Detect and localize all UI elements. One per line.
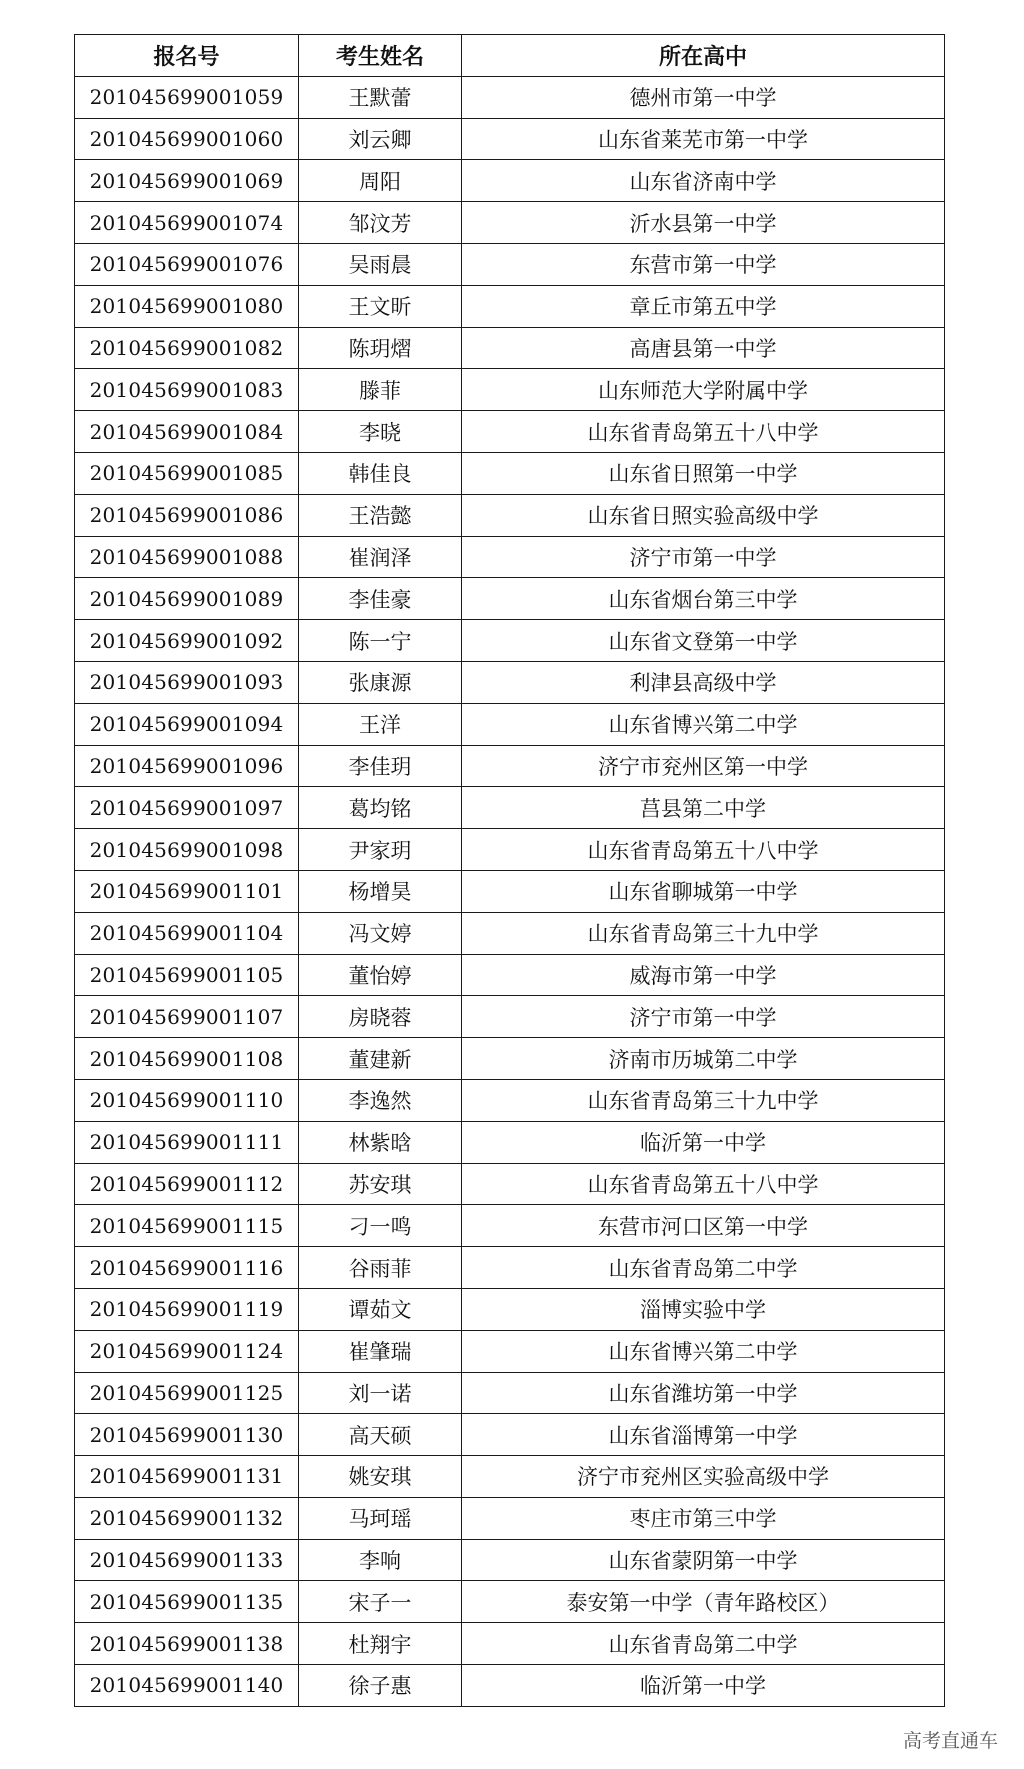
- high-school-cell: 利津县高级中学: [462, 661, 945, 703]
- table-body: [75, 76, 945, 1706]
- registration-number-cell: 201045699001130: [75, 1414, 299, 1456]
- registration-number-cell: 201045699001108: [75, 1038, 299, 1080]
- registration-number-cell: 201045699001088: [75, 536, 299, 578]
- candidate-name-cell: 宋子一: [299, 1581, 462, 1623]
- registration-number-cell: 201045699001093: [75, 661, 299, 703]
- table-row: [75, 1665, 945, 1707]
- candidate-name-cell: 滕菲: [299, 369, 462, 411]
- table-row: [75, 1079, 945, 1121]
- high-school-cell: 枣庄市第三中学: [462, 1497, 945, 1539]
- registration-number-cell: 201045699001116: [75, 1247, 299, 1289]
- high-school-cell: 山东省济南中学: [462, 160, 945, 202]
- table-row: [75, 1372, 945, 1414]
- candidate-name-cell: 刁一鸣: [299, 1205, 462, 1247]
- header-registration-number: 报名号: [75, 35, 299, 77]
- table-row: [75, 1330, 945, 1372]
- candidate-name-cell: 周阳: [299, 160, 462, 202]
- candidate-name-cell: 杨增昊: [299, 870, 462, 912]
- candidate-name-cell: 王默蕾: [299, 76, 462, 118]
- high-school-cell: 山东省烟台第三中学: [462, 578, 945, 620]
- table-row: [75, 1539, 945, 1581]
- table-row: [75, 996, 945, 1038]
- table-row: [75, 661, 945, 703]
- candidate-name-cell: 葛均铭: [299, 787, 462, 829]
- registration-number-cell: 201045699001092: [75, 620, 299, 662]
- high-school-cell: 济南市历城第二中学: [462, 1038, 945, 1080]
- high-school-cell: 山东省青岛第五十八中学: [462, 1163, 945, 1205]
- candidate-name-cell: 高天硕: [299, 1414, 462, 1456]
- registration-number-cell: 201045699001138: [75, 1623, 299, 1665]
- registration-number-cell: 201045699001060: [75, 118, 299, 160]
- registration-number-cell: 201045699001094: [75, 703, 299, 745]
- high-school-cell: 济宁市兖州区实验高级中学: [462, 1456, 945, 1498]
- high-school-cell: 山东省蒙阴第一中学: [462, 1539, 945, 1581]
- table-row: [75, 829, 945, 871]
- candidate-name-cell: 韩佳良: [299, 452, 462, 494]
- registration-number-cell: 201045699001104: [75, 912, 299, 954]
- table-row: [75, 411, 945, 453]
- high-school-cell: 山东省莱芜市第一中学: [462, 118, 945, 160]
- registration-number-cell: 201045699001083: [75, 369, 299, 411]
- table-row: [75, 327, 945, 369]
- high-school-cell: 山东省青岛第五十八中学: [462, 829, 945, 871]
- registration-number-cell: 201045699001119: [75, 1288, 299, 1330]
- candidate-name-cell: 冯文婷: [299, 912, 462, 954]
- high-school-cell: 山东省青岛第三十九中学: [462, 912, 945, 954]
- high-school-cell: 泰安第一中学（青年路校区）: [462, 1581, 945, 1623]
- high-school-cell: 山东省青岛第五十八中学: [462, 411, 945, 453]
- high-school-cell: 淄博实验中学: [462, 1288, 945, 1330]
- candidate-name-cell: 王浩懿: [299, 494, 462, 536]
- high-school-cell: 山东师范大学附属中学: [462, 369, 945, 411]
- table-row: [75, 870, 945, 912]
- candidate-name-cell: 李逸然: [299, 1079, 462, 1121]
- candidate-name-cell: 王文昕: [299, 285, 462, 327]
- high-school-cell: 威海市第一中学: [462, 954, 945, 996]
- high-school-cell: 山东省日照第一中学: [462, 452, 945, 494]
- table-row: [75, 1121, 945, 1163]
- table-row: [75, 202, 945, 244]
- high-school-cell: 沂水县第一中学: [462, 202, 945, 244]
- high-school-cell: 德州市第一中学: [462, 76, 945, 118]
- high-school-cell: 济宁市第一中学: [462, 536, 945, 578]
- registration-number-cell: 201045699001115: [75, 1205, 299, 1247]
- table-row: [75, 243, 945, 285]
- high-school-cell: 山东省博兴第二中学: [462, 703, 945, 745]
- registration-number-cell: 201045699001084: [75, 411, 299, 453]
- table-row: [75, 787, 945, 829]
- table-row: [75, 1456, 945, 1498]
- high-school-cell: 临沂第一中学: [462, 1121, 945, 1163]
- candidate-name-cell: 尹家玥: [299, 829, 462, 871]
- candidate-name-cell: 吴雨晨: [299, 243, 462, 285]
- table-row: [75, 1288, 945, 1330]
- table-row: [75, 76, 945, 118]
- registration-number-cell: 201045699001125: [75, 1372, 299, 1414]
- high-school-cell: 山东省淄博第一中学: [462, 1414, 945, 1456]
- registration-number-cell: 201045699001101: [75, 870, 299, 912]
- candidate-name-cell: 李佳豪: [299, 578, 462, 620]
- high-school-cell: 东营市第一中学: [462, 243, 945, 285]
- table-row: [75, 1247, 945, 1289]
- candidate-name-cell: 谷雨菲: [299, 1247, 462, 1289]
- candidate-name-cell: 苏安琪: [299, 1163, 462, 1205]
- registration-number-cell: 201045699001131: [75, 1456, 299, 1498]
- registration-number-cell: 201045699001124: [75, 1330, 299, 1372]
- registration-number-cell: 201045699001085: [75, 452, 299, 494]
- table-row: [75, 160, 945, 202]
- registration-number-cell: 201045699001111: [75, 1121, 299, 1163]
- table-row: [75, 1581, 945, 1623]
- candidate-name-cell: 刘一诺: [299, 1372, 462, 1414]
- registration-number-cell: 201045699001076: [75, 243, 299, 285]
- header-high-school: 所在高中: [462, 35, 945, 77]
- high-school-cell: 山东省青岛第二中学: [462, 1623, 945, 1665]
- high-school-cell: 山东省文登第一中学: [462, 620, 945, 662]
- registration-number-cell: 201045699001112: [75, 1163, 299, 1205]
- high-school-cell: 东营市河口区第一中学: [462, 1205, 945, 1247]
- candidate-name-cell: 邹汶芳: [299, 202, 462, 244]
- high-school-cell: 临沂第一中学: [462, 1665, 945, 1707]
- candidate-name-cell: 陈玥熠: [299, 327, 462, 369]
- high-school-cell: 高唐县第一中学: [462, 327, 945, 369]
- high-school-cell: 山东省青岛第二中学: [462, 1247, 945, 1289]
- registration-number-cell: 201045699001089: [75, 578, 299, 620]
- registration-number-cell: 201045699001107: [75, 996, 299, 1038]
- table-row: [75, 954, 945, 996]
- registration-number-cell: 201045699001069: [75, 160, 299, 202]
- candidate-name-cell: 崔肇瑞: [299, 1330, 462, 1372]
- high-school-cell: 章丘市第五中学: [462, 285, 945, 327]
- high-school-cell: 山东省青岛第三十九中学: [462, 1079, 945, 1121]
- high-school-cell: 莒县第二中学: [462, 787, 945, 829]
- high-school-cell: 山东省日照实验高级中学: [462, 494, 945, 536]
- table-header: [75, 35, 945, 77]
- high-school-cell: 山东省潍坊第一中学: [462, 1372, 945, 1414]
- table-row: [75, 1414, 945, 1456]
- registration-number-cell: 201045699001096: [75, 745, 299, 787]
- registration-number-cell: 201045699001135: [75, 1581, 299, 1623]
- registration-number-cell: 201045699001132: [75, 1497, 299, 1539]
- candidate-name-cell: 李佳玥: [299, 745, 462, 787]
- table-row: [75, 369, 945, 411]
- header-candidate-name: 考生姓名: [299, 35, 462, 77]
- table-row: [75, 578, 945, 620]
- table-row: [75, 1205, 945, 1247]
- table-row: [75, 118, 945, 160]
- table-row: [75, 1163, 945, 1205]
- table-row: [75, 494, 945, 536]
- registration-number-cell: 201045699001140: [75, 1665, 299, 1707]
- candidate-name-cell: 王洋: [299, 703, 462, 745]
- candidate-name-cell: 李响: [299, 1539, 462, 1581]
- candidate-name-cell: 李晓: [299, 411, 462, 453]
- header-row: [75, 35, 945, 77]
- table-row: [75, 912, 945, 954]
- registration-number-cell: 201045699001082: [75, 327, 299, 369]
- table-row: [75, 285, 945, 327]
- candidate-name-cell: 张康源: [299, 661, 462, 703]
- high-school-cell: 山东省聊城第一中学: [462, 870, 945, 912]
- registration-number-cell: 201045699001059: [75, 76, 299, 118]
- table-row: [75, 536, 945, 578]
- high-school-cell: 济宁市第一中学: [462, 996, 945, 1038]
- candidate-name-cell: 徐子惠: [299, 1665, 462, 1707]
- table-row: [75, 1623, 945, 1665]
- registration-number-cell: 201045699001080: [75, 285, 299, 327]
- table-row: [75, 703, 945, 745]
- table-row: [75, 620, 945, 662]
- table-row: [75, 452, 945, 494]
- admission-list-table: [74, 34, 945, 1707]
- registration-number-cell: 201045699001133: [75, 1539, 299, 1581]
- registration-number-cell: 201045699001105: [75, 954, 299, 996]
- candidate-name-cell: 谭茹文: [299, 1288, 462, 1330]
- registration-number-cell: 201045699001086: [75, 494, 299, 536]
- registration-number-cell: 201045699001097: [75, 787, 299, 829]
- registration-number-cell: 201045699001110: [75, 1079, 299, 1121]
- candidate-name-cell: 崔润泽: [299, 536, 462, 578]
- candidate-name-cell: 董建新: [299, 1038, 462, 1080]
- candidate-name-cell: 房晓蓉: [299, 996, 462, 1038]
- registration-number-cell: 201045699001098: [75, 829, 299, 871]
- candidate-name-cell: 董怡婷: [299, 954, 462, 996]
- candidate-name-cell: 马珂瑶: [299, 1497, 462, 1539]
- candidate-name-cell: 林紫晗: [299, 1121, 462, 1163]
- watermark-text: 高考直通车: [902, 1730, 998, 1752]
- candidate-name-cell: 陈一宁: [299, 620, 462, 662]
- candidate-name-cell: 刘云卿: [299, 118, 462, 160]
- table-row: [75, 745, 945, 787]
- table-row: [75, 1497, 945, 1539]
- high-school-cell: 山东省博兴第二中学: [462, 1330, 945, 1372]
- candidate-name-cell: 杜翔宇: [299, 1623, 462, 1665]
- candidate-name-cell: 姚安琪: [299, 1456, 462, 1498]
- high-school-cell: 济宁市兖州区第一中学: [462, 745, 945, 787]
- table-row: [75, 1038, 945, 1080]
- registration-number-cell: 201045699001074: [75, 202, 299, 244]
